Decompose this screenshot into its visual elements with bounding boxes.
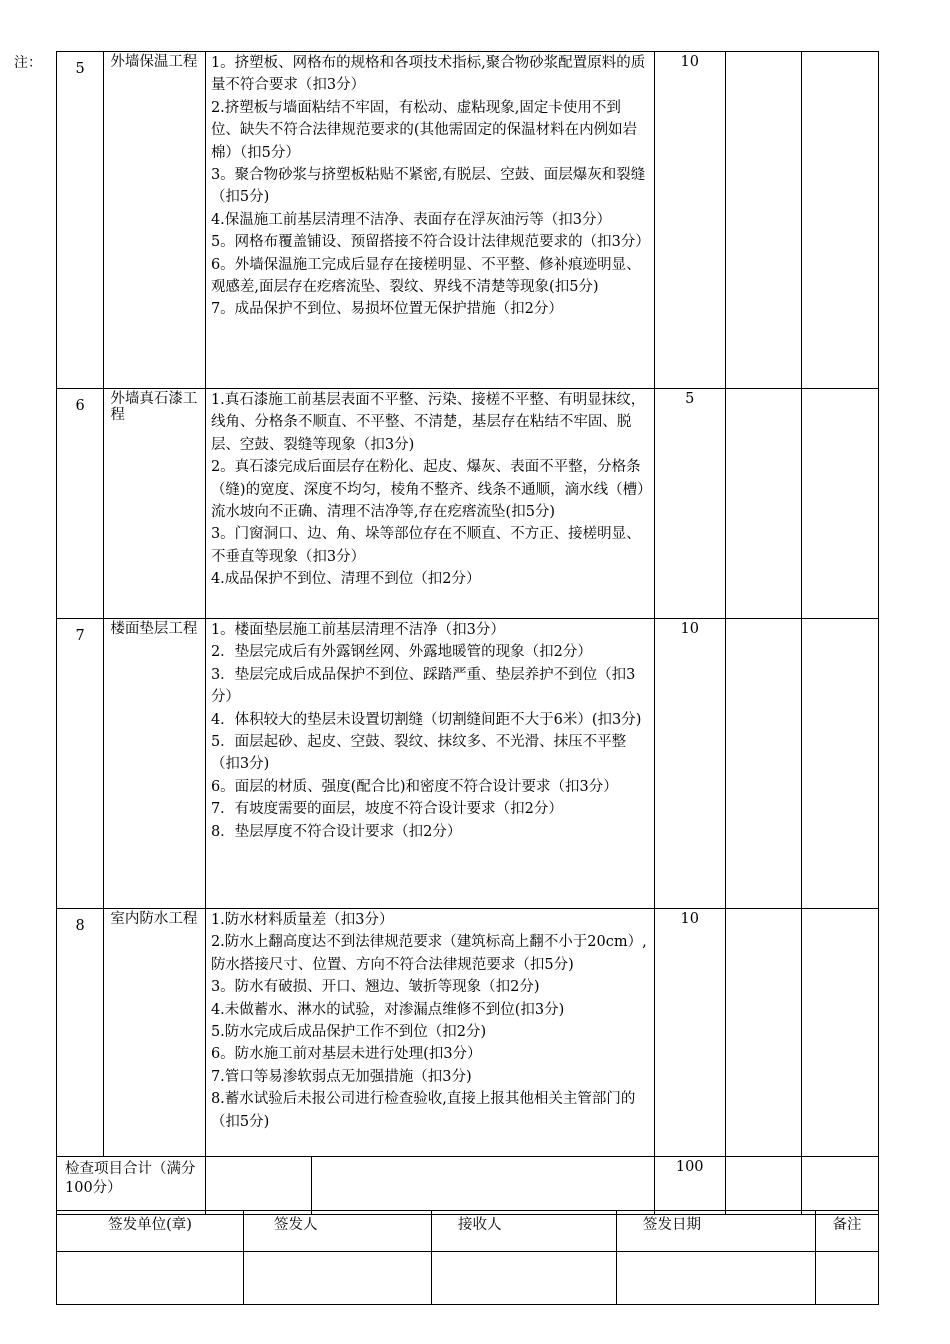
criteria-line: 4．体积较大的垫层未设置切割缝（切割缝间距不大于6米）(扣3分) xyxy=(210,711,642,728)
table-row xyxy=(57,909,879,1157)
sign-unit-header: 签发单位(章) xyxy=(57,1211,244,1252)
criteria-line: 1.防水材料质量差（扣3分） xyxy=(210,912,394,928)
criteria-line: 3．垫层完成后成品保护不到位、踩踏严重、垫层养护不到位（扣3分） xyxy=(210,666,636,706)
deduction-cell[interactable] xyxy=(725,619,802,909)
item-criteria xyxy=(205,52,654,389)
criteria-line: 5.防水完成后成品保护工作不到位（扣2分) xyxy=(210,1024,487,1041)
criteria-line: 2.挤塑板与墙面粘结不牢固，有松动、虚粘现象,固定卡使用不到位、缺失不符合法律规范要求的(其他需固定的保温材料在内例如岩棉）（扣5分） xyxy=(210,99,638,161)
criteria-line: 2．垫层完成后有外露钢丝网、外露地暖管的现象（扣2分） xyxy=(210,644,592,661)
result-cell[interactable] xyxy=(802,389,879,619)
sign-remark-header: 备注 xyxy=(816,1211,879,1252)
criteria-line: 4.未做蓄水、淋水的试验，对渗漏点维修不到位(扣3分) xyxy=(210,1001,565,1018)
total-blank xyxy=(205,1157,654,1215)
result-cell[interactable] xyxy=(802,52,879,389)
item-number: 7 xyxy=(57,619,104,909)
criteria-line: 5。网格布覆盖铺设、预留搭接不符合设计法律规范要求的（扣3分） xyxy=(210,234,650,251)
criteria-line: 3。聚合物砂浆与挤塑板粘贴不紧密,有脱层、空鼓、面层爆灰和裂缝（扣5分) xyxy=(210,167,646,206)
criteria-line: 1。楼面垫层施工前基层清理不洁净（扣3分） xyxy=(210,622,505,638)
item-name: 外墙真石漆工程 xyxy=(104,389,206,619)
deduction-cell[interactable] xyxy=(725,52,802,389)
total-score: 100 xyxy=(654,1157,725,1215)
item-number: 6 xyxy=(57,389,104,619)
item-score: 10 xyxy=(654,619,725,909)
criteria-line: 7。成品保护不到位、易损坏位置无保护措施（扣2分） xyxy=(210,301,563,318)
criteria-line: 8．垫层厚度不符合设计要求（扣2分） xyxy=(210,823,462,840)
criteria-line: 4.保温施工前基层清理不洁净、表面存在浮灰油污等（扣3分） xyxy=(210,211,611,228)
item-criteria xyxy=(205,909,654,1157)
criteria-line: 6。面层的材质、强度(配合比)和密度不符合设计要求（扣3分） xyxy=(210,778,618,795)
criteria-line: 4.成品保护不到位、清理不到位（扣2分） xyxy=(210,571,481,588)
item-score: 5 xyxy=(654,389,725,619)
item-number: 8 xyxy=(57,909,104,1157)
sign-remark-cell[interactable] xyxy=(816,1252,879,1305)
total-row xyxy=(57,1157,879,1215)
criteria-line: 3。门窗洞口、边、角、垛等部位存在不顺直、不方正、接槎明显、不垂直等现象（扣3分） xyxy=(210,526,641,565)
sign-date-header: 签发日期 xyxy=(617,1211,816,1252)
total-deduction-cell[interactable] xyxy=(725,1157,802,1215)
signature-table xyxy=(56,1210,879,1305)
criteria-line: 1。挤塑板、网格布的规格和各项技术指标,聚合物砂浆配置原料的质量不符合要求（扣3分） xyxy=(210,55,646,94)
sign-unit-cell[interactable] xyxy=(57,1252,244,1305)
sign-receiver-header: 接收人 xyxy=(432,1211,617,1252)
total-label: 检查项目合计（满分100分） xyxy=(65,1161,196,1196)
item-criteria xyxy=(205,389,654,619)
table-row xyxy=(57,389,879,619)
criteria-line: 6。外墙保温施工完成后显存在接槎明显、不平整、修补痕迹明显、观感差,面层存在疙瘩流坠、裂纹、界线不清楚等现象(扣5分) xyxy=(210,256,641,296)
inspection-table xyxy=(56,51,879,1215)
item-name: 外墙保温工程 xyxy=(104,52,206,389)
criteria-line: 5．面层起砂、起皮、空鼓、裂纹、抹纹多、不光滑、抹压不平整（扣3分) xyxy=(210,734,627,773)
sign-receiver-cell[interactable] xyxy=(432,1252,617,1305)
table-row xyxy=(57,619,879,909)
criteria-line: 7.管口等易渗软弱点无加强措施（扣3分) xyxy=(210,1068,472,1085)
result-cell[interactable] xyxy=(802,619,879,909)
item-number: 5 xyxy=(57,52,104,389)
item-score: 10 xyxy=(654,52,725,389)
note-label: 注： xyxy=(14,55,42,71)
criteria-line: 1.真石漆施工前基层表面不平整、污染、接槎不平整、有明显抹纹，线角、分格条不顺直、不平整、不清楚，基层存在粘结不牢固、脱层、空鼓、裂缝等现象（扣3分) xyxy=(210,392,646,453)
sign-issuer-header: 签发人 xyxy=(244,1211,432,1252)
item-score: 10 xyxy=(654,909,725,1157)
sign-date-cell[interactable] xyxy=(617,1252,816,1305)
criteria-line: 2。真石漆完成后面层存在粉化、起皮、爆灰、表面不平整，分格条（缝)的宽度、深度不均匀，棱角不整齐、线条不通顺，滴水线（槽）流水坡向不正确、清理不洁净等,存在疙瘩流坠(扣5分) xyxy=(210,459,645,521)
deduction-cell[interactable] xyxy=(725,389,802,619)
deduction-cell[interactable] xyxy=(725,909,802,1157)
item-name: 室内防水工程 xyxy=(104,909,206,1157)
item-criteria xyxy=(205,619,654,909)
criteria-line: 3。防水有破损、开口、翘边、皱折等现象（扣2分) xyxy=(210,979,540,996)
item-name: 楼面垫层工程 xyxy=(104,619,206,909)
sign-issuer-cell[interactable] xyxy=(244,1252,432,1305)
result-cell[interactable] xyxy=(802,909,879,1157)
criteria-line: 6。防水施工前对基层未进行处理(扣3分） xyxy=(210,1046,482,1063)
total-label-cell xyxy=(57,1157,206,1215)
total-result-cell[interactable] xyxy=(802,1157,879,1215)
criteria-line: 2.防水上翻高度达不到法律规范要求（建筑标高上翻不小于20cm）,防水搭接尺寸、位置、方向不符合法律规范要求（扣5分) xyxy=(210,934,647,973)
criteria-line: 8.蓄水试验后未报公司进行检查验收,直接上报其他相关主管部门的（扣5分) xyxy=(210,1091,636,1130)
criteria-line: 7．有坡度需要的面层，坡度不符合设计要求（扣2分） xyxy=(210,801,563,818)
table-row xyxy=(57,52,879,389)
